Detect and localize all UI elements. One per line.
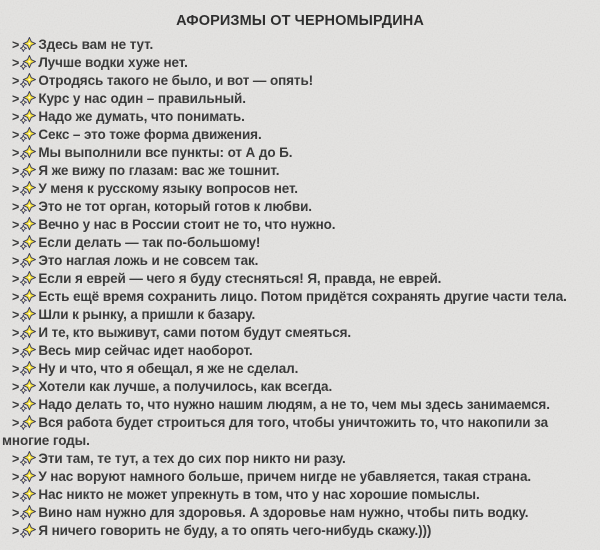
aphorism-text: Мы выполнили все пункты: от А до Б. [38, 145, 293, 160]
sparkle-icon [20, 325, 36, 340]
aphorism-item [2, 162, 598, 180]
sparkle-icon [20, 73, 36, 88]
sparkle-icon [20, 199, 36, 214]
quote-marker: > [12, 74, 20, 88]
quote-marker: > [12, 146, 20, 160]
quote-marker: > [12, 236, 20, 250]
aphorism-text: И те, кто выживут, сами потом будут смеяться. [38, 325, 352, 340]
quote-marker: > [12, 182, 20, 196]
aphorism-item [2, 90, 598, 108]
aphorism-item [2, 468, 598, 486]
aphorism-item [2, 198, 598, 216]
sparkle-icon [20, 253, 36, 268]
quote-marker: > [12, 218, 20, 232]
quote-marker: > [12, 38, 20, 52]
quote-marker: > [12, 308, 20, 322]
sparkle-icon [20, 451, 36, 466]
sparkle-icon [20, 361, 36, 376]
aphorism-text: Хотели как лучше, а получилось, как всегда. [38, 379, 333, 394]
aphorism-text: Это не тот орган, который готов к любви. [38, 199, 312, 214]
aphorism-text: Здесь вам не тут. [38, 37, 154, 52]
aphorism-item [2, 450, 598, 468]
aphorism-text: Лучше водки хуже нет. [38, 55, 188, 70]
sparkle-icon [20, 55, 36, 70]
quote-marker: > [12, 506, 20, 520]
aphorism-item [2, 378, 598, 396]
aphorism-text: У нас воруют намного больше, причем нигде не убавляется, такая страна. [38, 469, 532, 484]
aphorism-text: Если я еврей — чего я буду стесняться! Я, правда, не еврей. [38, 271, 442, 286]
aphorism-item [2, 180, 598, 198]
sparkle-icon [20, 523, 36, 538]
sparkle-icon [20, 109, 36, 124]
sparkle-icon [20, 37, 36, 52]
quote-marker: > [12, 470, 20, 484]
aphorism-text: Надо делать то, что нужно нашим людям, а не то, чем мы здесь занимаемся. [38, 397, 550, 412]
aphorism-item [2, 414, 598, 450]
quote-marker: > [12, 290, 20, 304]
sparkle-icon [20, 217, 36, 232]
aphorism-item [2, 342, 598, 360]
aphorism-item [2, 486, 598, 504]
quote-marker: > [12, 110, 20, 124]
sparkle-icon [20, 91, 36, 106]
aphorism-item [2, 144, 598, 162]
sparkle-icon [20, 145, 36, 160]
quote-marker: > [12, 200, 20, 214]
quote-marker: > [12, 56, 20, 70]
aphorism-text: Секс – это тоже форма движения. [38, 127, 262, 142]
aphorism-item [2, 72, 598, 90]
quote-marker: > [12, 380, 20, 394]
aphorism-item [2, 270, 598, 288]
quote-marker: > [12, 344, 20, 358]
sparkle-icon [20, 271, 36, 286]
quote-marker: > [12, 362, 20, 376]
sparkle-icon [20, 505, 36, 520]
aphorism-item [2, 360, 598, 378]
aphorism-item [2, 522, 598, 540]
sparkle-icon [20, 289, 36, 304]
quote-marker: > [12, 254, 20, 268]
quote-marker: > [12, 398, 20, 412]
quote-marker: > [12, 524, 20, 538]
aphorism-text: Ну и что, что я обещал, я же не сделал. [38, 361, 299, 376]
quote-marker: > [12, 128, 20, 142]
quote-marker: > [12, 416, 20, 430]
aphorism-text: Вся работа будет строиться для того, чтобы уничтожить то, что накопили за многие годы. [2, 415, 548, 448]
aphorism-text: Я ничего говорить не буду, а то опять чего-нибудь скажу.))) [38, 523, 432, 538]
quote-marker: > [12, 326, 20, 340]
aphorism-item [2, 504, 598, 522]
aphorism-text: Это наглая ложь и не совсем так. [38, 253, 259, 268]
sparkle-icon [20, 469, 36, 484]
aphorism-item [2, 216, 598, 234]
sparkle-icon [20, 397, 36, 412]
aphorism-item [2, 288, 598, 306]
quote-marker: > [12, 92, 20, 106]
sparkle-icon [20, 343, 36, 358]
sparkle-icon [20, 379, 36, 394]
aphorism-item [2, 252, 598, 270]
aphorism-text: Шли к рынку, а пришли к базару. [38, 307, 256, 322]
aphorism-text: Отродясь такого не было, и вот — опять! [38, 73, 314, 88]
sparkle-icon [20, 415, 36, 430]
aphorism-item [2, 306, 598, 324]
aphorism-item [2, 234, 598, 252]
aphorism-text: Вино нам нужно для здоровья. А здоровье нам нужно, чтобы пить водку. [38, 505, 529, 520]
aphorism-text: Есть ещё время сохранить лицо. Потом придётся сохранять другие части тела. [38, 289, 567, 304]
aphorism-item [2, 126, 598, 144]
aphorism-item [2, 324, 598, 342]
aphorism-item [2, 36, 598, 54]
aphorism-item [2, 396, 598, 414]
aphorism-item [2, 54, 598, 72]
aphorism-text: Если делать — так по-большому! [38, 235, 261, 250]
aphorism-item [2, 108, 598, 126]
aphorism-text: Надо же думать, что понимать. [38, 109, 245, 124]
sparkle-icon [20, 127, 36, 142]
quote-marker: > [12, 488, 20, 502]
aphorism-text: Весь мир сейчас идет наоборот. [38, 343, 253, 358]
aphorism-text: Курс у нас один – правильный. [38, 91, 246, 106]
sparkle-icon [20, 181, 36, 196]
page-title: АФОРИЗМЫ ОТ ЧЕРНОМЫРДИНА [176, 13, 424, 29]
aphorism-text: Эти там, те тут, а тех до сих пор никто ни разу. [38, 451, 346, 466]
sparkle-icon [20, 487, 36, 502]
aphorism-text: У меня к русскому языку вопросов нет. [38, 181, 298, 196]
aphorism-text: Я же вижу по глазам: вас же тошнит. [38, 163, 280, 178]
quote-marker: > [12, 272, 20, 286]
quote-marker: > [12, 164, 20, 178]
aphorism-text: Вечно у нас в России стоит не то, что нужно. [38, 217, 336, 232]
aphorism-list [2, 36, 598, 540]
sparkle-icon [20, 307, 36, 322]
sparkle-icon [20, 163, 36, 178]
aphorism-text: Нас никто не может упрекнуть в том, что у нас хорошие помыслы. [38, 487, 480, 502]
quote-marker: > [12, 452, 20, 466]
sparkle-icon [20, 235, 36, 250]
